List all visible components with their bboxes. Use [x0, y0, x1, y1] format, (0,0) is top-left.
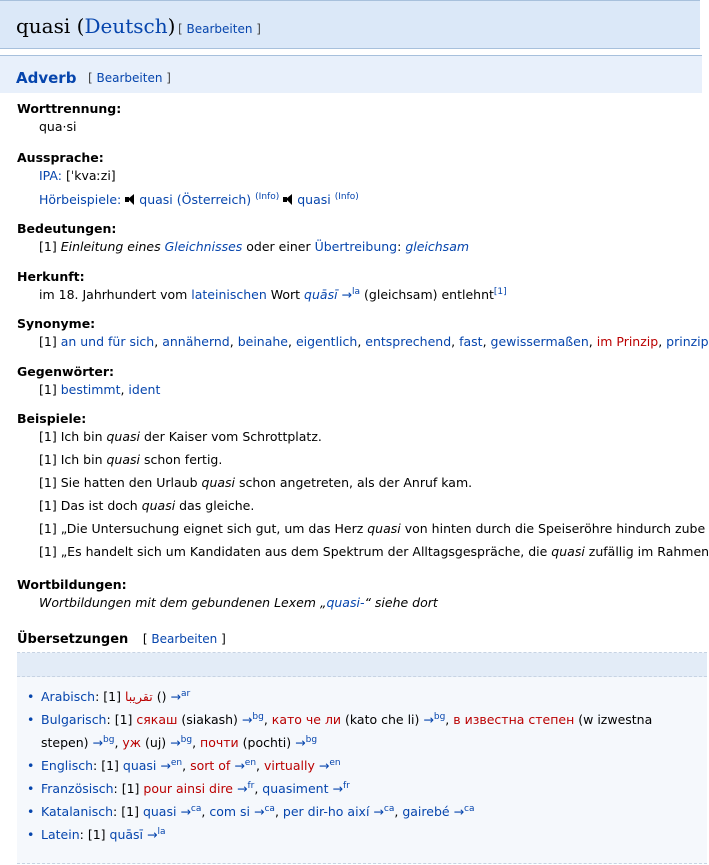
- audio-sample-link[interactable]: quasi (Österreich): [139, 192, 252, 207]
- ipa-link[interactable]: IPA:: [39, 168, 62, 183]
- section-gegenwoerter: [17, 363, 707, 410]
- interwiki-arrow[interactable]: →: [170, 689, 181, 704]
- interwiki-lang[interactable]: la: [352, 286, 361, 297]
- section-label: Beispiele:: [17, 411, 87, 426]
- translation-link[interactable]: quasi: [142, 804, 177, 819]
- word-formation-line: Wortbildungen mit dem gebundenen Lexem „quasi-“ siehe dort: [39, 595, 438, 610]
- language-link[interactable]: Deutsch: [84, 14, 168, 38]
- translation-link[interactable]: quasi: [122, 758, 157, 773]
- edit-link-wrapper: [ Bearbeiten ]: [178, 22, 261, 36]
- translations-list: [17, 685, 681, 846]
- edit-link-wrapper: [ Bearbeiten ]: [88, 71, 171, 85]
- meaning-line: [1] Einleitung eines Gleichnisses oder einer Übertreibung: gleichsam: [39, 239, 470, 254]
- meaning-text: Einleitung eines Gleichnisses: [60, 239, 243, 254]
- interwiki-arrow[interactable]: →: [373, 804, 384, 819]
- synonym-link[interactable]: entsprechend: [365, 334, 452, 349]
- antonym-link[interactable]: bestimmt: [60, 382, 121, 397]
- translation-link[interactable]: gairebé: [402, 804, 450, 819]
- interwiki-arrow[interactable]: →: [453, 804, 465, 819]
- info-link[interactable]: (Info): [334, 191, 359, 202]
- audio-sample-link[interactable]: quasi: [297, 192, 331, 207]
- language-link[interactable]: Französisch: [41, 781, 114, 796]
- section-herkunft: [17, 268, 707, 315]
- translation-link[interactable]: quāsī: [109, 827, 144, 842]
- translation-link[interactable]: تقريبا: [124, 689, 153, 704]
- translation-item-katalanisch: • Katalanisch: [1] quasi →$^{ca}$, com si →$^{ca}$, per dir-ho així →$^{ca}$, gairebé →$^{ca}$: [41, 800, 681, 823]
- synonym-link[interactable]: an und für sich: [60, 334, 155, 349]
- example-line: [1] Ich bin quasi der Kaiser vom Schrottplatz.: [39, 429, 322, 444]
- synonym-link[interactable]: beinahe: [237, 334, 288, 349]
- interwiki-lang[interactable]: en: [170, 757, 183, 768]
- uebertreibung-link[interactable]: Übertreibung: [314, 239, 398, 254]
- section-worttrennung: [17, 100, 707, 149]
- interwiki-lang[interactable]: bg: [180, 734, 193, 745]
- ipa-value: [ˈkvaːzi]: [65, 168, 116, 183]
- edit-translations-link[interactable]: Bearbeiten: [151, 632, 218, 646]
- interwiki-lang[interactable]: bg: [252, 711, 264, 722]
- translation-item-franzoesisch: • Französisch: [1] pour ainsi dire →$^{fr}$, quasiment →$^{fr}$: [41, 777, 681, 800]
- interwiki-lang[interactable]: en: [244, 757, 257, 768]
- interwiki-lang[interactable]: ar: [180, 688, 191, 699]
- reference-link[interactable]: [1]: [493, 286, 507, 297]
- example-line: [1] „Es handelt sich um Kandidaten aus dem Spektrum der Alltagsgespräche, die quasi zufällig im Rahmen: [39, 544, 709, 559]
- section-bedeutungen: [17, 220, 707, 268]
- section-beispiele: [17, 410, 707, 576]
- section-label: Bedeutungen:: [17, 221, 117, 236]
- translations-title: Übersetzungen: [17, 632, 129, 647]
- interwiki-arrow[interactable]: →: [236, 781, 248, 796]
- synonym-link-missing[interactable]: im Prinzip: [596, 334, 659, 349]
- lexem-link[interactable]: quasi-: [326, 595, 365, 610]
- interwiki-lang[interactable]: bg: [433, 711, 446, 722]
- translation-item-arabisch: • Arabisch: [1] تقريبا () →$^{ar}$: [41, 685, 681, 708]
- translation-link[interactable]: per dir-ho així: [282, 804, 370, 819]
- etymon-link[interactable]: quāsī: [304, 287, 338, 302]
- pos-header: [0, 55, 702, 93]
- entry-header: [0, 0, 700, 49]
- etymology-line: im 18. Jahrhundert vom lateinischen Wort quāsī →$^{la}$ (gleichsam) entlehnt[1]: [39, 286, 507, 302]
- speaker-icon[interactable]: [125, 194, 137, 205]
- synonym-link[interactable]: prinzip: [666, 334, 709, 349]
- interwiki-arrow[interactable]: →: [423, 712, 434, 727]
- hyphenation-value: qua·si: [39, 119, 77, 134]
- section-aussprache: [17, 149, 707, 220]
- edit-link-wrapper: [ Bearbeiten ]: [142, 632, 226, 646]
- section-label: Wortbildungen:: [17, 577, 127, 592]
- interwiki-lang[interactable]: en: [329, 757, 341, 768]
- section-label: Worttrennung:: [17, 101, 122, 116]
- info-link[interactable]: (Info): [255, 191, 280, 202]
- interwiki-arrow[interactable]: →: [332, 781, 343, 796]
- interwiki-arrow[interactable]: →: [180, 804, 191, 819]
- interwiki-lang[interactable]: bg: [305, 734, 318, 745]
- interwiki-lang[interactable]: ca: [383, 803, 395, 814]
- synonym-link[interactable]: gewissermaßen: [490, 334, 589, 349]
- interwiki-arrow[interactable]: →: [241, 712, 253, 727]
- synonym-line: [1] an und für sich, annähernd, beinahe, eigentlich, entsprechend, fast, gewissermaßen, im Prinzip, prinzip: [39, 334, 709, 349]
- interwiki-lang[interactable]: fr: [247, 780, 255, 791]
- interwiki-arrow[interactable]: →: [253, 804, 265, 819]
- interwiki-arrow[interactable]: →: [170, 735, 181, 750]
- translation-link[interactable]: като че ли: [271, 712, 342, 727]
- example-line: [1] Das ist doch quasi das gleiche.: [39, 498, 255, 513]
- interwiki-arrow[interactable]: →: [318, 758, 330, 773]
- meaning-number: [1]: [39, 239, 57, 254]
- pos-title[interactable]: Adverb: [16, 69, 77, 87]
- synonym-link[interactable]: annähernd: [162, 334, 230, 349]
- translation-link[interactable]: sort of: [190, 758, 231, 773]
- antonym-link[interactable]: ident: [128, 382, 161, 397]
- translation-item-latein: • Latein: [1] quāsī →$^{la}$: [41, 823, 681, 846]
- translation-link[interactable]: quasiment: [262, 781, 329, 796]
- language-link[interactable]: Englisch: [41, 758, 94, 773]
- gleichsam-link[interactable]: gleichsam: [405, 239, 470, 254]
- synonym-link[interactable]: eigentlich: [295, 334, 358, 349]
- interwiki-arrow[interactable]: →: [160, 758, 171, 773]
- interwiki-lang[interactable]: bg: [103, 734, 115, 745]
- example-line: [1] Ich bin quasi schon fertig.: [39, 452, 223, 467]
- translations-box: [17, 652, 707, 864]
- gleichnis-link[interactable]: Gleichnisses: [164, 239, 243, 254]
- interwiki-lang[interactable]: la: [157, 826, 166, 837]
- language-link[interactable]: Bulgarisch: [41, 712, 107, 727]
- translation-link[interactable]: virtually: [264, 758, 315, 773]
- translation-item-bulgarisch: • Bulgarisch: [1] сякаш (siakash) →$^{bg}$, като че ли (kato che li) →$^{bg}$, в известна степен (w izwestna stepen) →$^{bg}$, уж (uj) →$^{bg}$, почти (pochti) →$^{bg}$: [41, 708, 681, 754]
- translation-link[interactable]: уж: [122, 735, 142, 750]
- section-label: Herkunft:: [17, 269, 85, 284]
- language-link[interactable]: Katalanisch: [41, 804, 114, 819]
- audio-samples-link[interactable]: Hörbeispiele:: [39, 192, 122, 207]
- interwiki-arrow[interactable]: →: [341, 287, 353, 302]
- translation-link[interactable]: сякаш: [136, 712, 178, 727]
- section-label: Aussprache:: [17, 150, 104, 165]
- ipa-line: [17, 167, 707, 185]
- section-label: Synonyme:: [17, 316, 96, 331]
- interwiki-arrow[interactable]: →: [234, 758, 245, 773]
- interwiki-lang[interactable]: ca: [464, 803, 475, 814]
- translations-header: [17, 632, 226, 647]
- translation-link[interactable]: в известна степен: [453, 712, 575, 727]
- section-synonyme: [17, 315, 707, 363]
- audio-line: [17, 191, 707, 209]
- translation-link[interactable]: com si: [209, 804, 250, 819]
- edit-pos-link[interactable]: Bearbeiten: [96, 71, 163, 85]
- interwiki-lang[interactable]: ca: [190, 803, 202, 814]
- translation-link[interactable]: pour ainsi dire: [143, 781, 233, 796]
- synonym-link[interactable]: fast: [459, 334, 483, 349]
- interwiki-arrow[interactable]: →: [92, 735, 103, 750]
- interwiki-arrow[interactable]: →: [295, 735, 306, 750]
- language-link[interactable]: Latein: [41, 827, 80, 842]
- example-line: [1] Sie hatten den Urlaub quasi schon angetreten, als der Anruf kam.: [39, 475, 473, 490]
- translation-item-englisch: • Englisch: [1] quasi →$^{en}$, sort of →$^{en}$, virtually →$^{en}$: [41, 754, 681, 777]
- antonym-line: [1] bestimmt, ident: [39, 382, 161, 397]
- entry-title: quasi (Deutsch): [16, 14, 176, 38]
- interwiki-arrow[interactable]: →: [147, 827, 158, 842]
- speaker-icon[interactable]: [283, 194, 295, 205]
- section-wortbildungen: [17, 576, 707, 618]
- interwiki-lang[interactable]: ca: [264, 803, 275, 814]
- translation-link[interactable]: почти: [200, 735, 239, 750]
- latin-link[interactable]: lateinischen: [191, 287, 267, 302]
- entry-content: [17, 100, 707, 618]
- language-link[interactable]: Arabisch: [41, 689, 96, 704]
- interwiki-lang[interactable]: fr: [342, 780, 350, 791]
- edit-entry-link[interactable]: Bearbeiten: [186, 22, 253, 36]
- section-label: Gegenwörter:: [17, 364, 114, 379]
- example-line: [1] „Die Untersuchung eignet sich gut, um das Herz quasi von hinten durch die Speiseröhre hindurch zube: [39, 521, 706, 536]
- translations-toggle-bar[interactable]: [17, 653, 707, 677]
